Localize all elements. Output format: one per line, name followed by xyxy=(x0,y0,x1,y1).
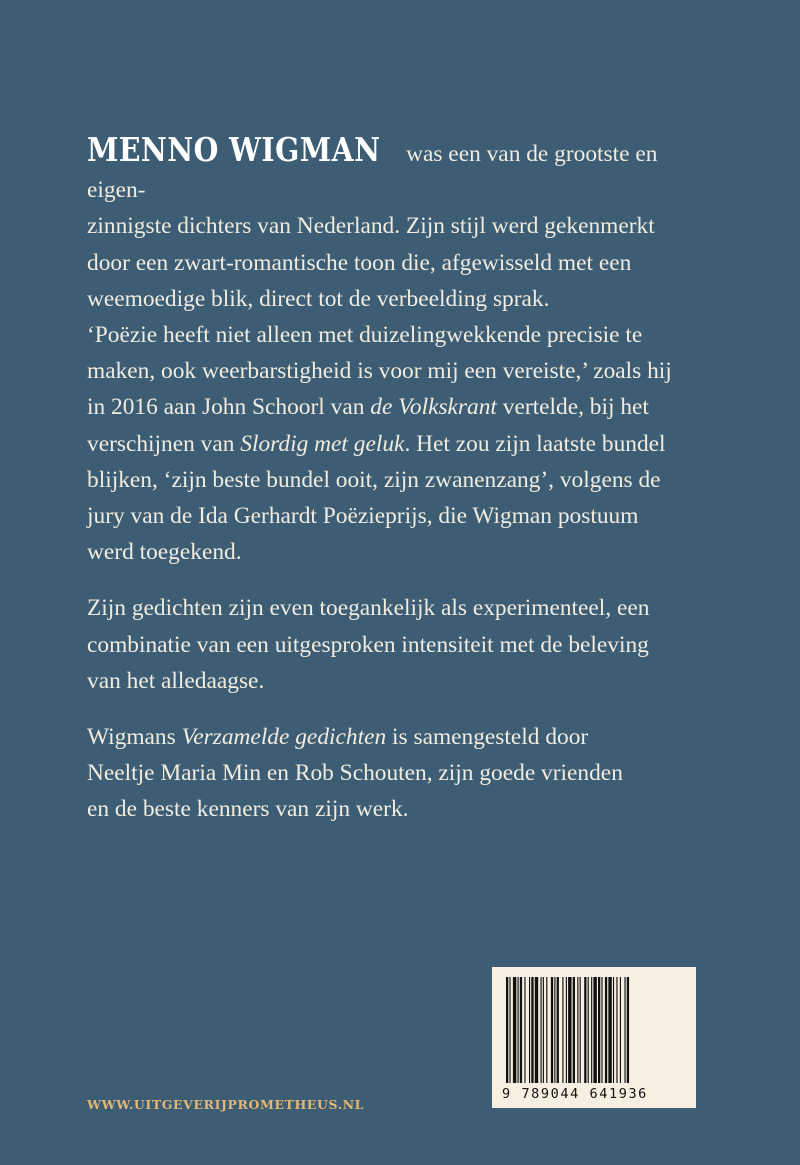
text-line: en de beste kenners van zijn werk. xyxy=(87,796,409,823)
text-line: jury van de Ida Gerhardt Poëzieprijs, die Wigman postuum xyxy=(87,503,639,530)
text-line: ‘Poëzie heeft niet alleen met duizelingwekkende precisie te xyxy=(87,322,643,349)
barcode-bar xyxy=(616,977,617,1083)
text-line: was een van de grootste en eigen- xyxy=(87,141,658,204)
barcode-bar xyxy=(541,977,542,1083)
barcode-bar xyxy=(506,977,508,1083)
barcode-bar xyxy=(551,977,553,1083)
text-line: van het alledaagse. xyxy=(87,667,265,694)
barcode-bar xyxy=(624,977,625,1083)
book-title: Slordig met geluk xyxy=(240,430,405,457)
barcode-bar xyxy=(573,977,575,1083)
barcode xyxy=(492,967,696,1108)
paragraph-2 xyxy=(87,590,707,699)
text-line: verschijnen van xyxy=(87,430,241,457)
text-line: combinatie van een uitgesproken intensiteit met de beleving xyxy=(87,631,649,658)
barcode-bar xyxy=(588,977,589,1083)
barcode-bar xyxy=(562,977,563,1083)
barcode-bar xyxy=(518,977,519,1083)
book-title: Verzamelde gedichten xyxy=(181,724,387,751)
barcode-bar xyxy=(580,977,581,1083)
barcode-bar xyxy=(627,977,629,1083)
barcode-bar xyxy=(509,977,510,1083)
barcode-bar xyxy=(524,977,525,1083)
barcode-bar xyxy=(568,977,571,1083)
barcode-bar xyxy=(601,977,602,1083)
barcode-bar xyxy=(577,977,578,1083)
newspaper-title: de Volkskrant xyxy=(370,394,497,421)
barcode-bar xyxy=(543,977,544,1083)
barcode-bar xyxy=(566,977,567,1083)
isbn-number: 9 789044 641936 xyxy=(502,1086,648,1102)
text-line: vertelde, bij het xyxy=(496,394,649,421)
author-name: MENNO WIGMAN xyxy=(87,130,381,169)
barcode-bar xyxy=(557,977,559,1083)
barcode-bar xyxy=(546,977,547,1083)
barcode-bar xyxy=(593,977,596,1083)
barcode-bar xyxy=(584,977,586,1083)
text-line: werd toegekend. xyxy=(87,539,242,566)
text-line: maken, ook weerbarstigheid is voor mij een vereiste,’ zoals hij xyxy=(87,358,672,385)
barcode-bar xyxy=(531,977,533,1083)
barcode-bar xyxy=(554,977,555,1083)
text-line: Zijn gedichten zijn even toegankelijk als experimenteel, een xyxy=(87,595,650,622)
barcode-bar xyxy=(535,977,538,1083)
blurb xyxy=(87,132,707,828)
barcode-bar xyxy=(613,977,614,1083)
barcode-bar xyxy=(605,977,607,1083)
text-line: Wigmans xyxy=(87,724,182,751)
text-line: . Het zou zijn laatste bundel xyxy=(404,430,666,457)
barcode-bar xyxy=(598,977,600,1083)
text-line: is samengesteld door xyxy=(386,724,589,751)
barcode-bar xyxy=(520,977,522,1083)
paragraph-1 xyxy=(87,132,707,570)
text-line: weemoedige blik, direct tot de verbeelding sprak. xyxy=(87,285,550,312)
barcode-bar xyxy=(608,977,611,1083)
publisher-website[interactable]: WWW.UITGEVERIJPROMETHEUS.NL xyxy=(87,1097,365,1112)
barcode-bar xyxy=(529,977,530,1083)
text-line: zinnigste dichters van Nederland. Zijn stijl werd gekenmerkt xyxy=(87,213,655,240)
barcode-bar xyxy=(591,977,592,1083)
paragraph-3 xyxy=(87,719,707,828)
text-line: door een zwart-romantische toon die, afgewisseld met een xyxy=(87,249,632,276)
barcode-bar xyxy=(620,977,621,1083)
text-line: in 2016 aan John Schoorl van xyxy=(87,394,371,421)
text-line: Neeltje Maria Min en Rob Schouten, zijn goede vrienden xyxy=(87,760,623,787)
barcode-bar xyxy=(513,977,516,1083)
text-line: blijken, ‘zijn beste bundel ooit, zijn zwanenzang’, volgens de xyxy=(87,466,661,493)
